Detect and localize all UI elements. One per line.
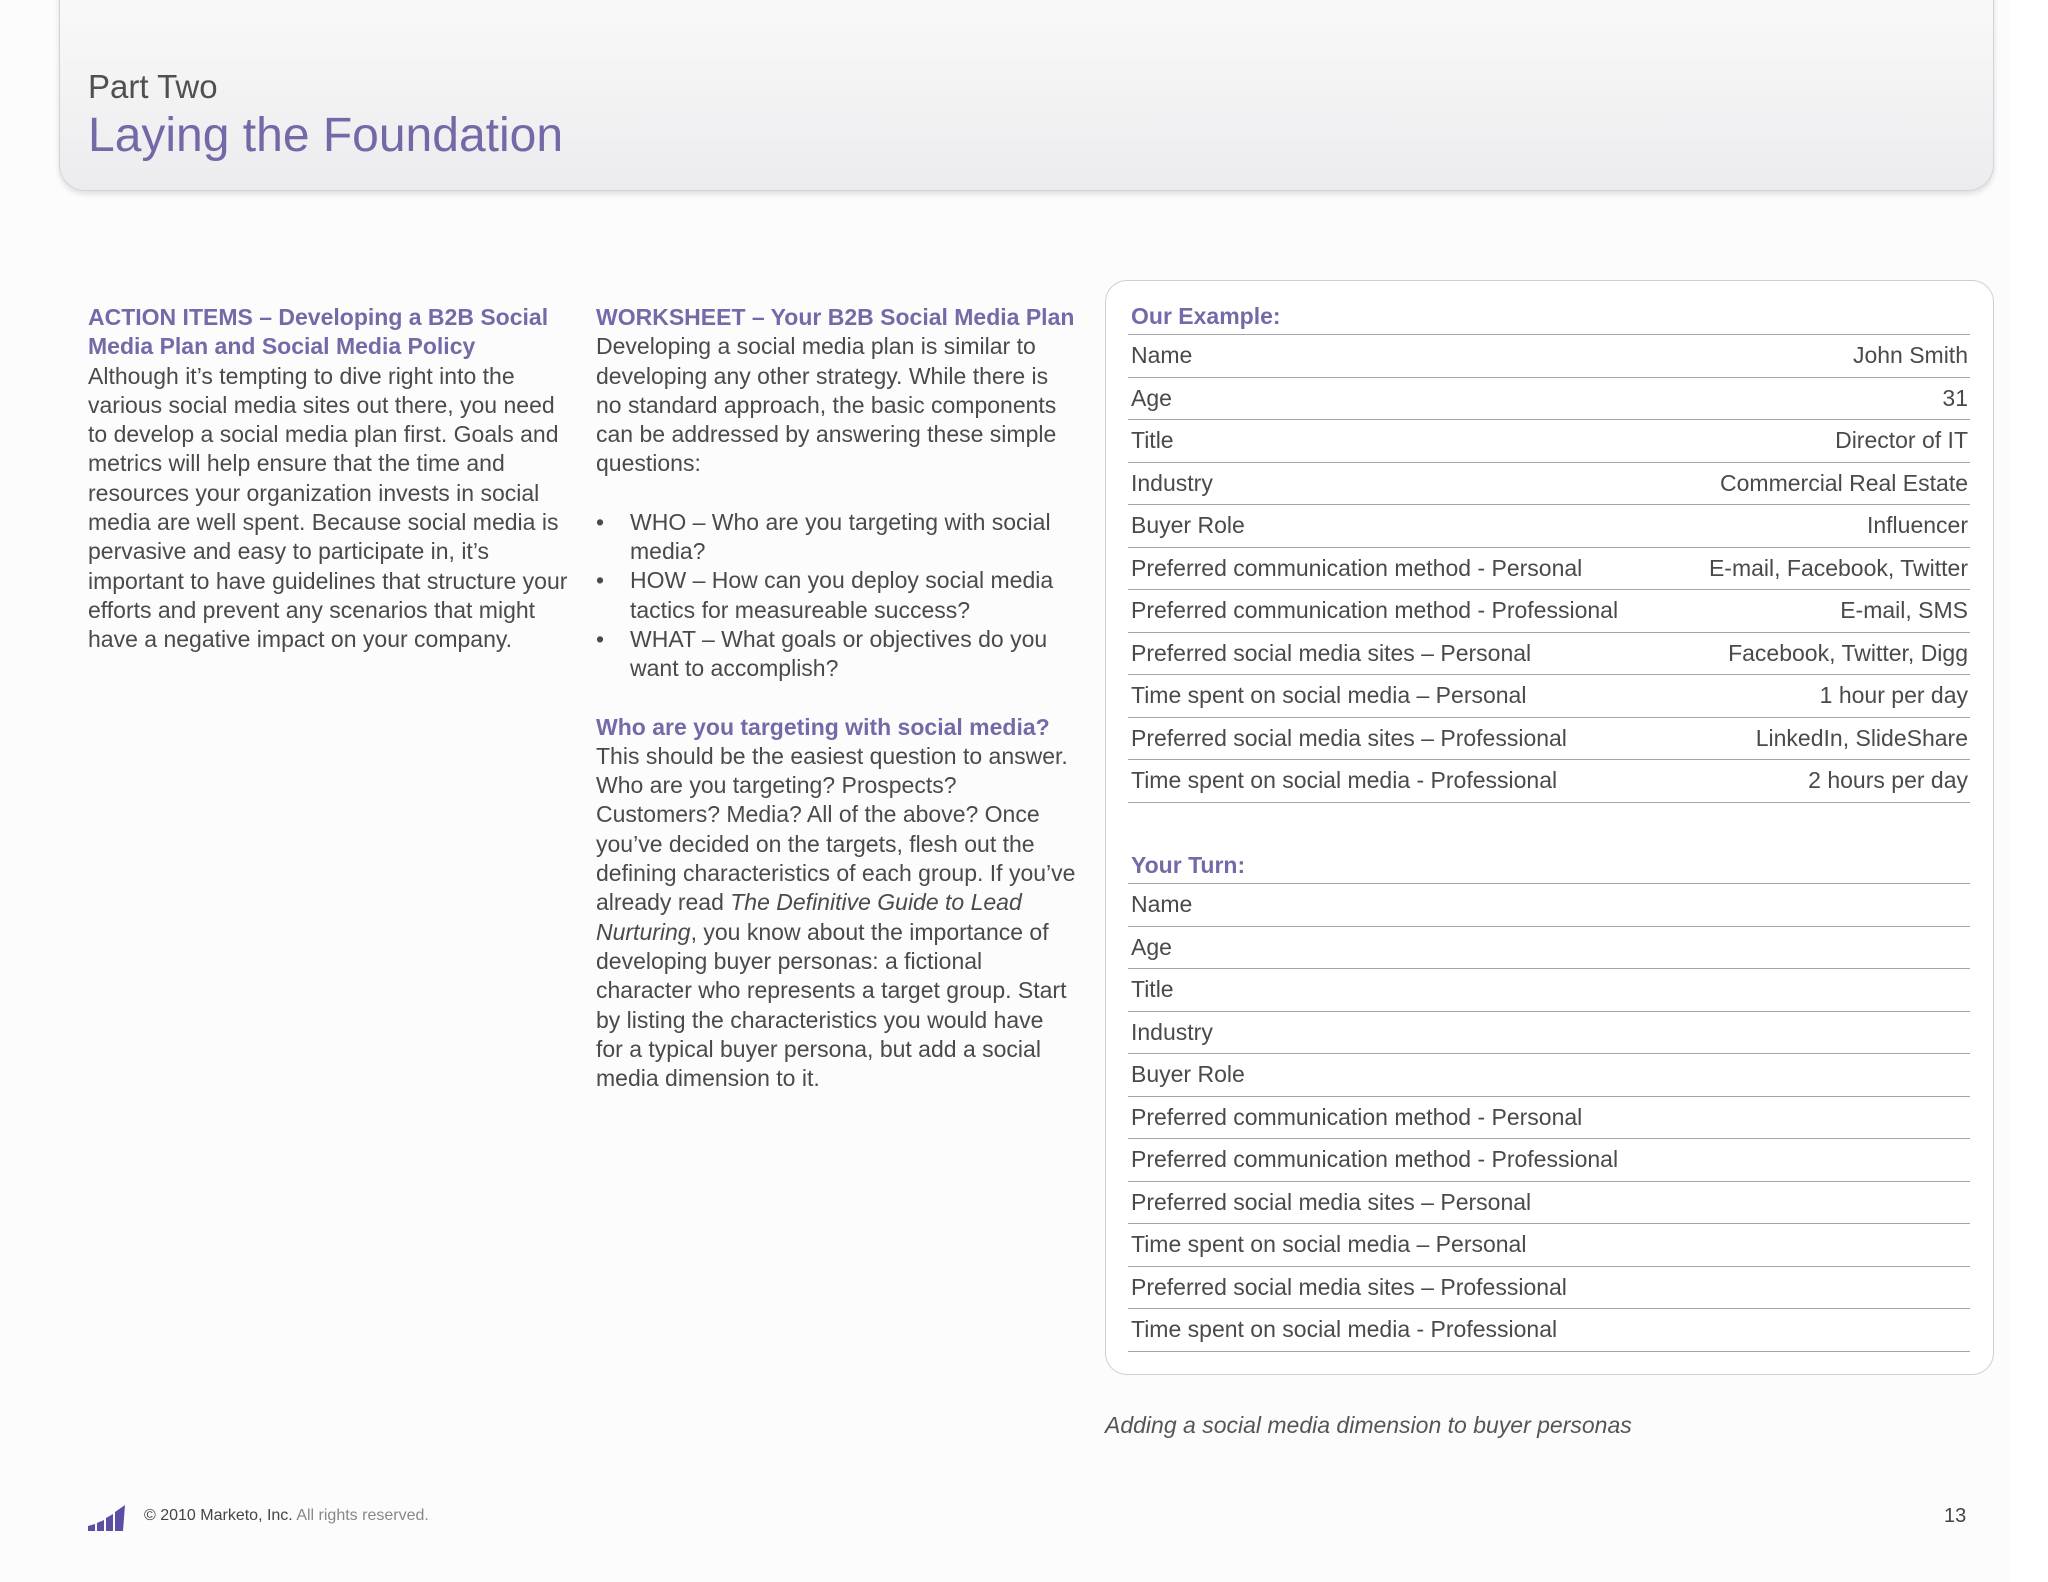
example-heading: Our Example: <box>1128 298 1970 335</box>
table-row <box>1128 463 1970 506</box>
row-value: LinkedIn, SlideShare <box>1755 724 1968 751</box>
row-label: Preferred communication method - Personal <box>1131 554 1583 581</box>
row-value: Influencer <box>1866 512 1968 539</box>
row-label: Preferred communication method - Personal <box>1131 1103 1583 1130</box>
row-value: E-mail, Facebook, Twitter <box>1708 554 1968 581</box>
table-row <box>1128 633 1970 676</box>
row-value: Commercial Real Estate <box>1720 469 1968 496</box>
row-label: Title <box>1131 976 1174 1003</box>
list-item: • HOW – How can you deploy social media tactics for measureable success? <box>596 566 1076 625</box>
table-row <box>1128 1267 1970 1310</box>
example-table <box>1128 298 1970 803</box>
your-turn-heading: Your Turn: <box>1128 847 1970 884</box>
row-label: Name <box>1131 891 1193 918</box>
marketo-logo-icon <box>88 1503 128 1531</box>
table-row <box>1128 1182 1970 1225</box>
worksheet-heading: WORKSHEET – Your B2B Social Media Plan <box>596 304 1075 330</box>
table-row <box>1128 590 1970 633</box>
row-label: Preferred social media sites – Professional <box>1131 724 1567 751</box>
table-row <box>1128 1097 1970 1140</box>
row-label: Preferred communication method - Professional <box>1131 597 1619 624</box>
targeting-body: This should be the easiest question to answer. Who are you targeting? Prospects? Customers? Media? All of the above? Once you’ve decided on the targets, flesh out the defining characteristics of each group. If you’ve already read The Definitive Guide to Lead Nurturing, you know about the importance of developing buyer personas: a fictional character who represents a target group. Start by listing the characteristics you would have for a typical buyer persona, but add a social media dimension to it. <box>596 742 1076 1092</box>
action-items-heading: ACTION ITEMS – Developing a B2B Social Media Plan and Social Media Policy <box>88 304 549 360</box>
row-label: Buyer Role <box>1131 1061 1245 1088</box>
table-row <box>1128 1309 1970 1352</box>
table-row <box>1128 1139 1970 1182</box>
table-row <box>1128 1224 1970 1267</box>
list-item: • WHAT – What goals or objectives do you want to accomplish? <box>596 625 1076 684</box>
guide-title: The Definitive Guide to Lead Nurturing <box>596 889 1022 945</box>
copyright-notice: © 2010 Marketo, Inc. All rights reserved. <box>144 1507 429 1524</box>
your-turn-table <box>1128 847 1970 1352</box>
row-label: Preferred social media sites – Personal <box>1131 1188 1532 1215</box>
row-label: Preferred communication method - Professional <box>1131 1146 1619 1173</box>
page-number: 13 <box>1944 1505 1967 1527</box>
table-row <box>1128 1012 1970 1055</box>
question-list <box>596 508 1076 684</box>
row-value: 2 hours per day <box>1808 767 1968 794</box>
row-label: Preferred social media sites – Professional <box>1131 1273 1567 1300</box>
table-row <box>1128 378 1970 421</box>
section-title: Laying the Foundation <box>88 109 564 162</box>
table-row <box>1128 420 1970 463</box>
action-items-column <box>88 303 568 655</box>
part-label: Part Two <box>88 68 218 105</box>
table-row <box>1128 1054 1970 1097</box>
row-label: Preferred social media sites – Personal <box>1131 639 1532 666</box>
worksheet-column <box>596 303 1076 1093</box>
row-label: Time spent on social media - Professional <box>1131 767 1558 794</box>
table-row <box>1128 718 1970 761</box>
row-label: Time spent on social media – Personal <box>1131 682 1527 709</box>
action-items-body: Although it’s tempting to dive right into the various social media sites out there, you need to develop a social media plan first. Goals and metrics will help ensure that the time and resources your organization invests in social media are well spent. Because social media is pervasive and easy to participate in, it’s important to have guidelines that structure your efforts and prevent any scenarios that might have a negative impact on your company. <box>88 362 568 653</box>
row-label: Name <box>1131 342 1193 369</box>
row-label: Industry <box>1131 1018 1213 1045</box>
row-value: E-mail, SMS <box>1840 597 1968 624</box>
row-label: Time spent on social media - Professional <box>1131 1316 1558 1343</box>
row-value: Director of IT <box>1835 427 1968 454</box>
list-item: • WHO – Who are you targeting with social media? <box>596 508 1076 567</box>
row-value: 1 hour per day <box>1819 682 1968 709</box>
targeting-heading: Who are you targeting with social media? <box>596 713 1050 740</box>
worksheet-intro: Developing a social media plan is similar to developing any other strategy. While there is no standard approach, the basic components can be addressed by answering these simple questions: <box>596 333 1057 477</box>
table-row <box>1128 335 1970 378</box>
table-row <box>1128 884 1970 927</box>
row-value: 31 <box>1942 384 1968 411</box>
row-label: Title <box>1131 427 1174 454</box>
table-row <box>1128 505 1970 548</box>
table-row <box>1128 675 1970 718</box>
figure-caption: Adding a social media dimension to buyer personas <box>1105 1412 1632 1438</box>
table-row <box>1128 760 1970 803</box>
row-value: Facebook, Twitter, Digg <box>1728 639 1968 666</box>
table-row <box>1128 548 1970 591</box>
row-label: Buyer Role <box>1131 512 1245 539</box>
row-label: Time spent on social media – Personal <box>1131 1231 1527 1258</box>
row-value: John Smith <box>1852 342 1968 369</box>
row-label: Age <box>1131 933 1172 960</box>
row-label: Age <box>1131 384 1172 411</box>
row-label: Industry <box>1131 469 1213 496</box>
table-row <box>1128 969 1970 1012</box>
table-row <box>1128 927 1970 970</box>
